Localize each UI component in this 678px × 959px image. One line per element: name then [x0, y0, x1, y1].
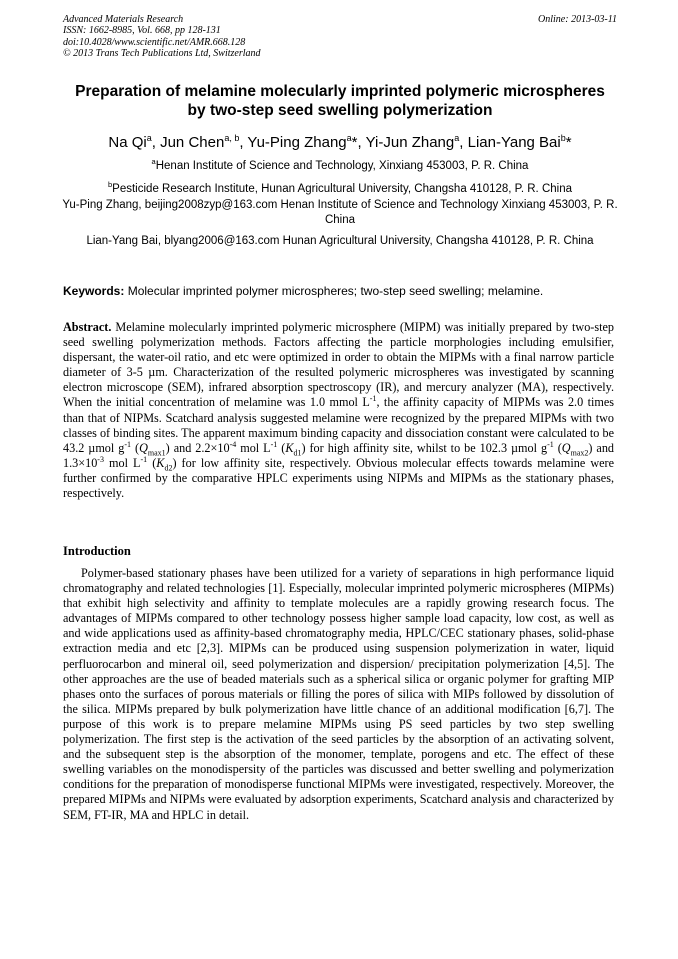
subscript: max2	[570, 448, 589, 458]
abstract-text: Melamine molecularly imprinted polymeric microsphere (MIPM) was initially prepared by two-step seed swelling polymerization methods. Factors affecting the particle morphologies including emulsifier, dispersant, the water-oil ratio, and etc were optimized in order to obtain the MIPMs with a final narrow particle diameter of 3-5 µm. Characterization of the resulted polymeric microspheres was investigated by scanning electron microscope (SEM), infrared absorption spectroscopy (IR), and mercury analyzer (MA), respectively. When the initial concentration of melamine was 1.0 mmol L	[63, 320, 614, 410]
online-date: Online: 2013-03-11	[538, 14, 617, 25]
abstract-text: ) and 2.2×10	[165, 440, 230, 455]
paper-title	[40, 82, 640, 120]
symbol: Q	[561, 440, 571, 455]
affiliation-a	[60, 154, 620, 174]
abstract-text: (	[553, 440, 562, 455]
abstract-text: (	[147, 455, 157, 470]
superscript: -1	[547, 439, 554, 449]
title-line-2: by two-step seed swelling polymerization	[187, 102, 493, 119]
contact-bai: Lian-Yang Bai, blyang2006@163.com Hunan Agricultural University, Changsha 410128, P. R. China	[86, 235, 594, 247]
author-affil-mark: a	[454, 133, 460, 143]
keywords-text: Molecular imprinted polymer microspheres; two-step seed swelling; melamine.	[127, 284, 544, 298]
author-name: Yu-Ping Zhang	[247, 134, 347, 151]
superscript: -1	[124, 439, 132, 449]
abstract-text: ) for low affinity site, respectively. Obvious molecular effects towards melamine were further confirmed by the comparative HPLC experiments using NIPMs and MIPMs as the stationary phases, respectively.	[63, 455, 614, 501]
author-affil-mark: b	[560, 133, 566, 143]
subscript: d2	[164, 463, 173, 473]
introduction-paragraph: Polymer-based stationary phases have been utilized for a variety of separations in high performance liquid chromatography and related technologies [1]. Especially, molecular imprinted polymeric microspheres (MIPMs) that exhibit high selectivity and affinity to template molecules are a rapidly growing research focus. The advantages of MIPMs compared to other technology possess higher sample load capacity, low cost, as well as and wide applications used as affinity-based chromatography media, HPLC/CEC stationary phases, solid-phase extraction media and etc [2,3]. MIPMs can be produced using suspension polymerization in water, liquid perfluorocarbon and mineral oil, seed polymerization and dispersion/ precipitation polymerization [4,5]. The other approaches are the use of beaded materials such as a spherical silica or organic polymer for grafting MIP phases onto the surfaces of porous materials or filling the pores of silica with MIPs followed by dissolution of the silica. MIPMs prepared by bulk polymerization have little chance of an additional modification [6,7]. The purpose of this work is to prepare melamine MIPMs using PS seed particles by two step swelling polymerization. The first step is the activation of the seed particles by the absorption of an activating solvent, and the subsequent step is the absorption of the monomer, template, porogens and etc. The effect of these swelling variables on the monodispersity of the particles was discussed and better swelling and polymerization conditions for the preparation of monodisperse functional MIPMs were investigated, respectively. Moreover, the prepared MIPMs and NIPMs were evaluated by adsorption experiments, Scatchard analysis and characterized by SEM, FT-IR, MA and HPLC in detail.	[63, 566, 614, 822]
affiliation-b	[60, 177, 620, 197]
affil-mark: a	[151, 157, 156, 166]
keywords	[63, 284, 623, 299]
superscript: -1	[270, 439, 278, 449]
symbol: K	[285, 440, 294, 455]
author-affil-mark: a	[346, 133, 352, 143]
affil-text: Henan Institute of Science and Technology, Xinxiang 453003, P. R. China	[155, 159, 529, 172]
symbol: K	[156, 455, 165, 470]
journal-name: Advanced Materials Research	[63, 14, 184, 25]
author-name: Yi-Jun Zhang	[365, 134, 455, 151]
author-name: Jun Chen	[160, 134, 225, 151]
abstract-text: , the affinity capacity of MIPMs was 2.0 times than that of NIPMs. Scatchard analysis suggested melamine were recognized by the prepared MIPMs with two classes of binding sites. The apparent maximum binding capacity and dissociation constant were calculated to be 43.2 µmol g	[63, 395, 614, 455]
author-name: Lian-Yang Bai	[467, 134, 561, 151]
title-line-1: Preparation of melamine molecularly imprinted polymeric microspheres	[75, 83, 605, 100]
abstract-text: (	[277, 440, 286, 455]
abstract-label: Abstract.	[63, 320, 112, 334]
abstract	[63, 320, 614, 501]
abstract-text: mol L	[236, 440, 271, 455]
contact-zhang: Yu-Ping Zhang, beijing2008zyp@163.com Henan Institute of Science and Technology Xinxiang 453003, P. R. China	[62, 199, 618, 226]
subscript: max1	[147, 448, 166, 458]
abstract-text: (	[131, 440, 140, 455]
abstract-text: ) and 1.3×10	[63, 440, 615, 470]
doi: doi:10.4028/www.scientific.net/AMR.668.128	[63, 36, 246, 48]
affil-mark: b	[108, 180, 113, 189]
keywords-label: Keywords:	[63, 284, 125, 298]
issn: ISSN: 1662-8985, Vol. 668, pp 128-131	[63, 25, 221, 37]
author-name: Na Qi	[108, 134, 147, 151]
symbol: Q	[139, 440, 148, 455]
superscript: -1	[369, 394, 377, 404]
author-list: Na Qi$^a$, Jun Chen$^{a, b}$, Yu-Ping Zhang$^a$*, Yi-Jun Zhang$^a$, Lian-Yang Bai$^b$*	[108, 133, 572, 151]
affil-text: Pesticide Research Institute, Hunan Agricultural University, Changsha 410128, P. R. China	[112, 182, 572, 195]
superscript: -3	[97, 454, 104, 464]
abstract-text: ) for high affinity site, whilst to be 102.3 µmol g	[301, 440, 548, 455]
subscript: d1	[293, 448, 302, 458]
superscript: -1	[140, 454, 148, 464]
section-heading-introduction: Introduction	[63, 544, 131, 558]
journal-header	[63, 14, 617, 60]
author-affil-mark: a, b	[224, 133, 240, 143]
author-affil-mark: a	[146, 133, 152, 143]
copyright: © 2013 Trans Tech Publications Ltd, Switzerland	[63, 48, 261, 60]
superscript: -4	[229, 439, 237, 449]
abstract-text: mol L	[103, 455, 141, 470]
